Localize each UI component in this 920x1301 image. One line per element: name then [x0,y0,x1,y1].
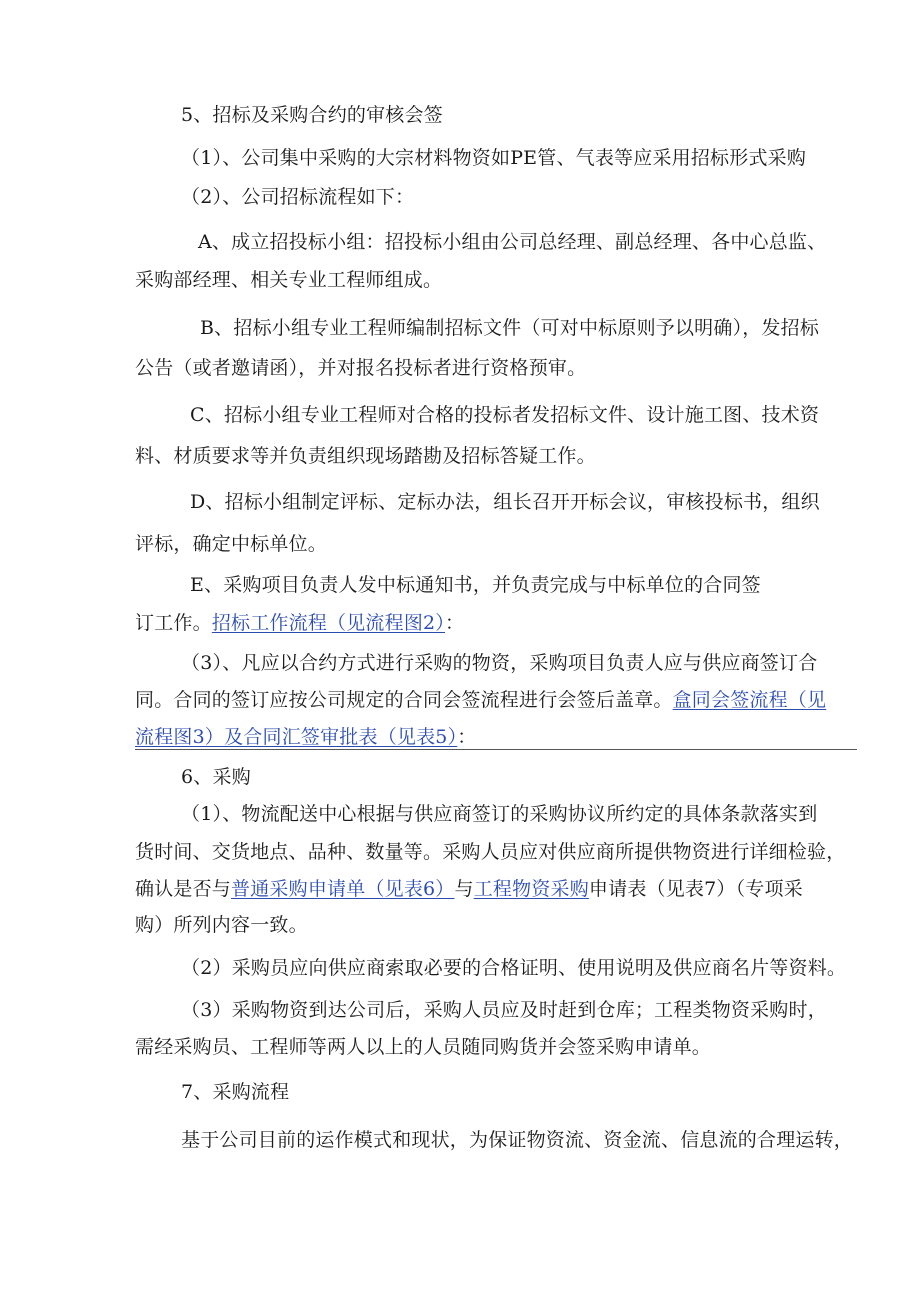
contract-colon: ： [457,726,477,748]
section-7-heading: 7、采购流程 [181,1081,290,1103]
contract-countersign-link-part-1[interactable]: 盒同会签流程（见 [672,689,827,711]
step-e-colon: ： [445,612,465,634]
section-divider [135,749,857,750]
step-b-line-2: 公告（或者邀请函），并对报名投标者进行资格预审。 [135,357,587,379]
step-d-line-2: 评标，确定中标单位。 [135,533,328,555]
tender-workflow-link[interactable]: 招标工作流程（见流程图2） [211,612,446,634]
step-d-line-1: D、招标小组制定评标、定标办法，组长召开开标会议，审核投标书，组织 [190,491,820,513]
step-c-line-2: 料、材质要求等并负责组织现场踏勘及招标答疑工作。 [135,445,596,467]
step-e-text: 订工作。 [135,612,212,634]
section-6-item-1-line-2: 货时间、交货地点、品种、数量等。采购人员应对供应商所提供物资进行详细检验， [135,841,846,863]
step-e-line-2 [135,611,464,635]
section-7-paragraph: 基于公司目前的运作模式和现状，为保证物资流、资金流、信息流的合理运转， [181,1129,854,1151]
confirm-text: 确认是否与 [135,878,232,900]
section-6-item-1-line-3 [135,877,803,901]
step-a-line-2: 采购部经理、相关专业工程师组成。 [135,269,443,291]
section-5-item-2: （2）、公司招标流程如下： [181,186,415,208]
step-a-line-1: A、成立招投标小组：招投标小组由公司总经理、副总经理、各中心总监、 [198,231,827,253]
section-6-item-3-line-1: （3）采购物资到达公司后，采购人员应及时赶到仓库；工程类物资采购时， [181,999,827,1021]
section-6-heading: 6、采购 [181,766,251,788]
general-purchase-request-link[interactable]: 普通采购申请单（见表6） [231,878,455,900]
section-6-item-1-line-1: （1）、物流配送中心根据与供应商签订的采购协议所约定的具体条款落实到 [181,803,818,825]
section-5-heading: 5、招标及采购合约的审核会签 [181,104,443,126]
request-form-text: 申请表（见表7）（专项采 [588,878,803,900]
step-b-line-1: B、招标小组专业工程师编制招标文件（可对中标原则予以明确），发招标 [200,317,820,339]
section-6-item-1-line-4: 购）所列内容一致。 [135,914,308,936]
section-5-item-3-line-1: （3）、凡应以合约方式进行采购的物资，采购项目负责人应与供应商签订合 [181,652,818,674]
step-c-line-1: C、招标小组专业工程师对合格的投标者发招标文件、设计施工图、技术资 [190,404,820,426]
contract-sign-text: 同。合同的签订应按公司规定的合同会签流程进行会签后盖章。 [135,689,673,711]
section-6-item-3-line-2: 需经采购员、工程师等两人以上的人员随同购货并会签采购申请单。 [135,1036,712,1058]
and-text: 与 [454,878,474,900]
section-5-item-3-line-2 [135,688,826,712]
section-5-item-3-line-3 [135,725,476,749]
section-6-item-2: （2）采购员应向供应商索取必要的合格证明、使用说明及供应商名片等资料。 [181,957,847,979]
section-5-item-1: （1）、公司集中采购的大宗材料物资如PE管、气表等应采用招标形式采购 [181,147,807,169]
contract-countersign-link-part-2[interactable]: 流程图3）及合同汇签审批表（见表5） [135,726,458,748]
step-e-line-1: E、采购项目负责人发中标通知书，并负责完成与中标单位的合同签 [190,574,761,596]
engineering-material-purchase-link[interactable]: 工程物资采购 [473,878,589,900]
